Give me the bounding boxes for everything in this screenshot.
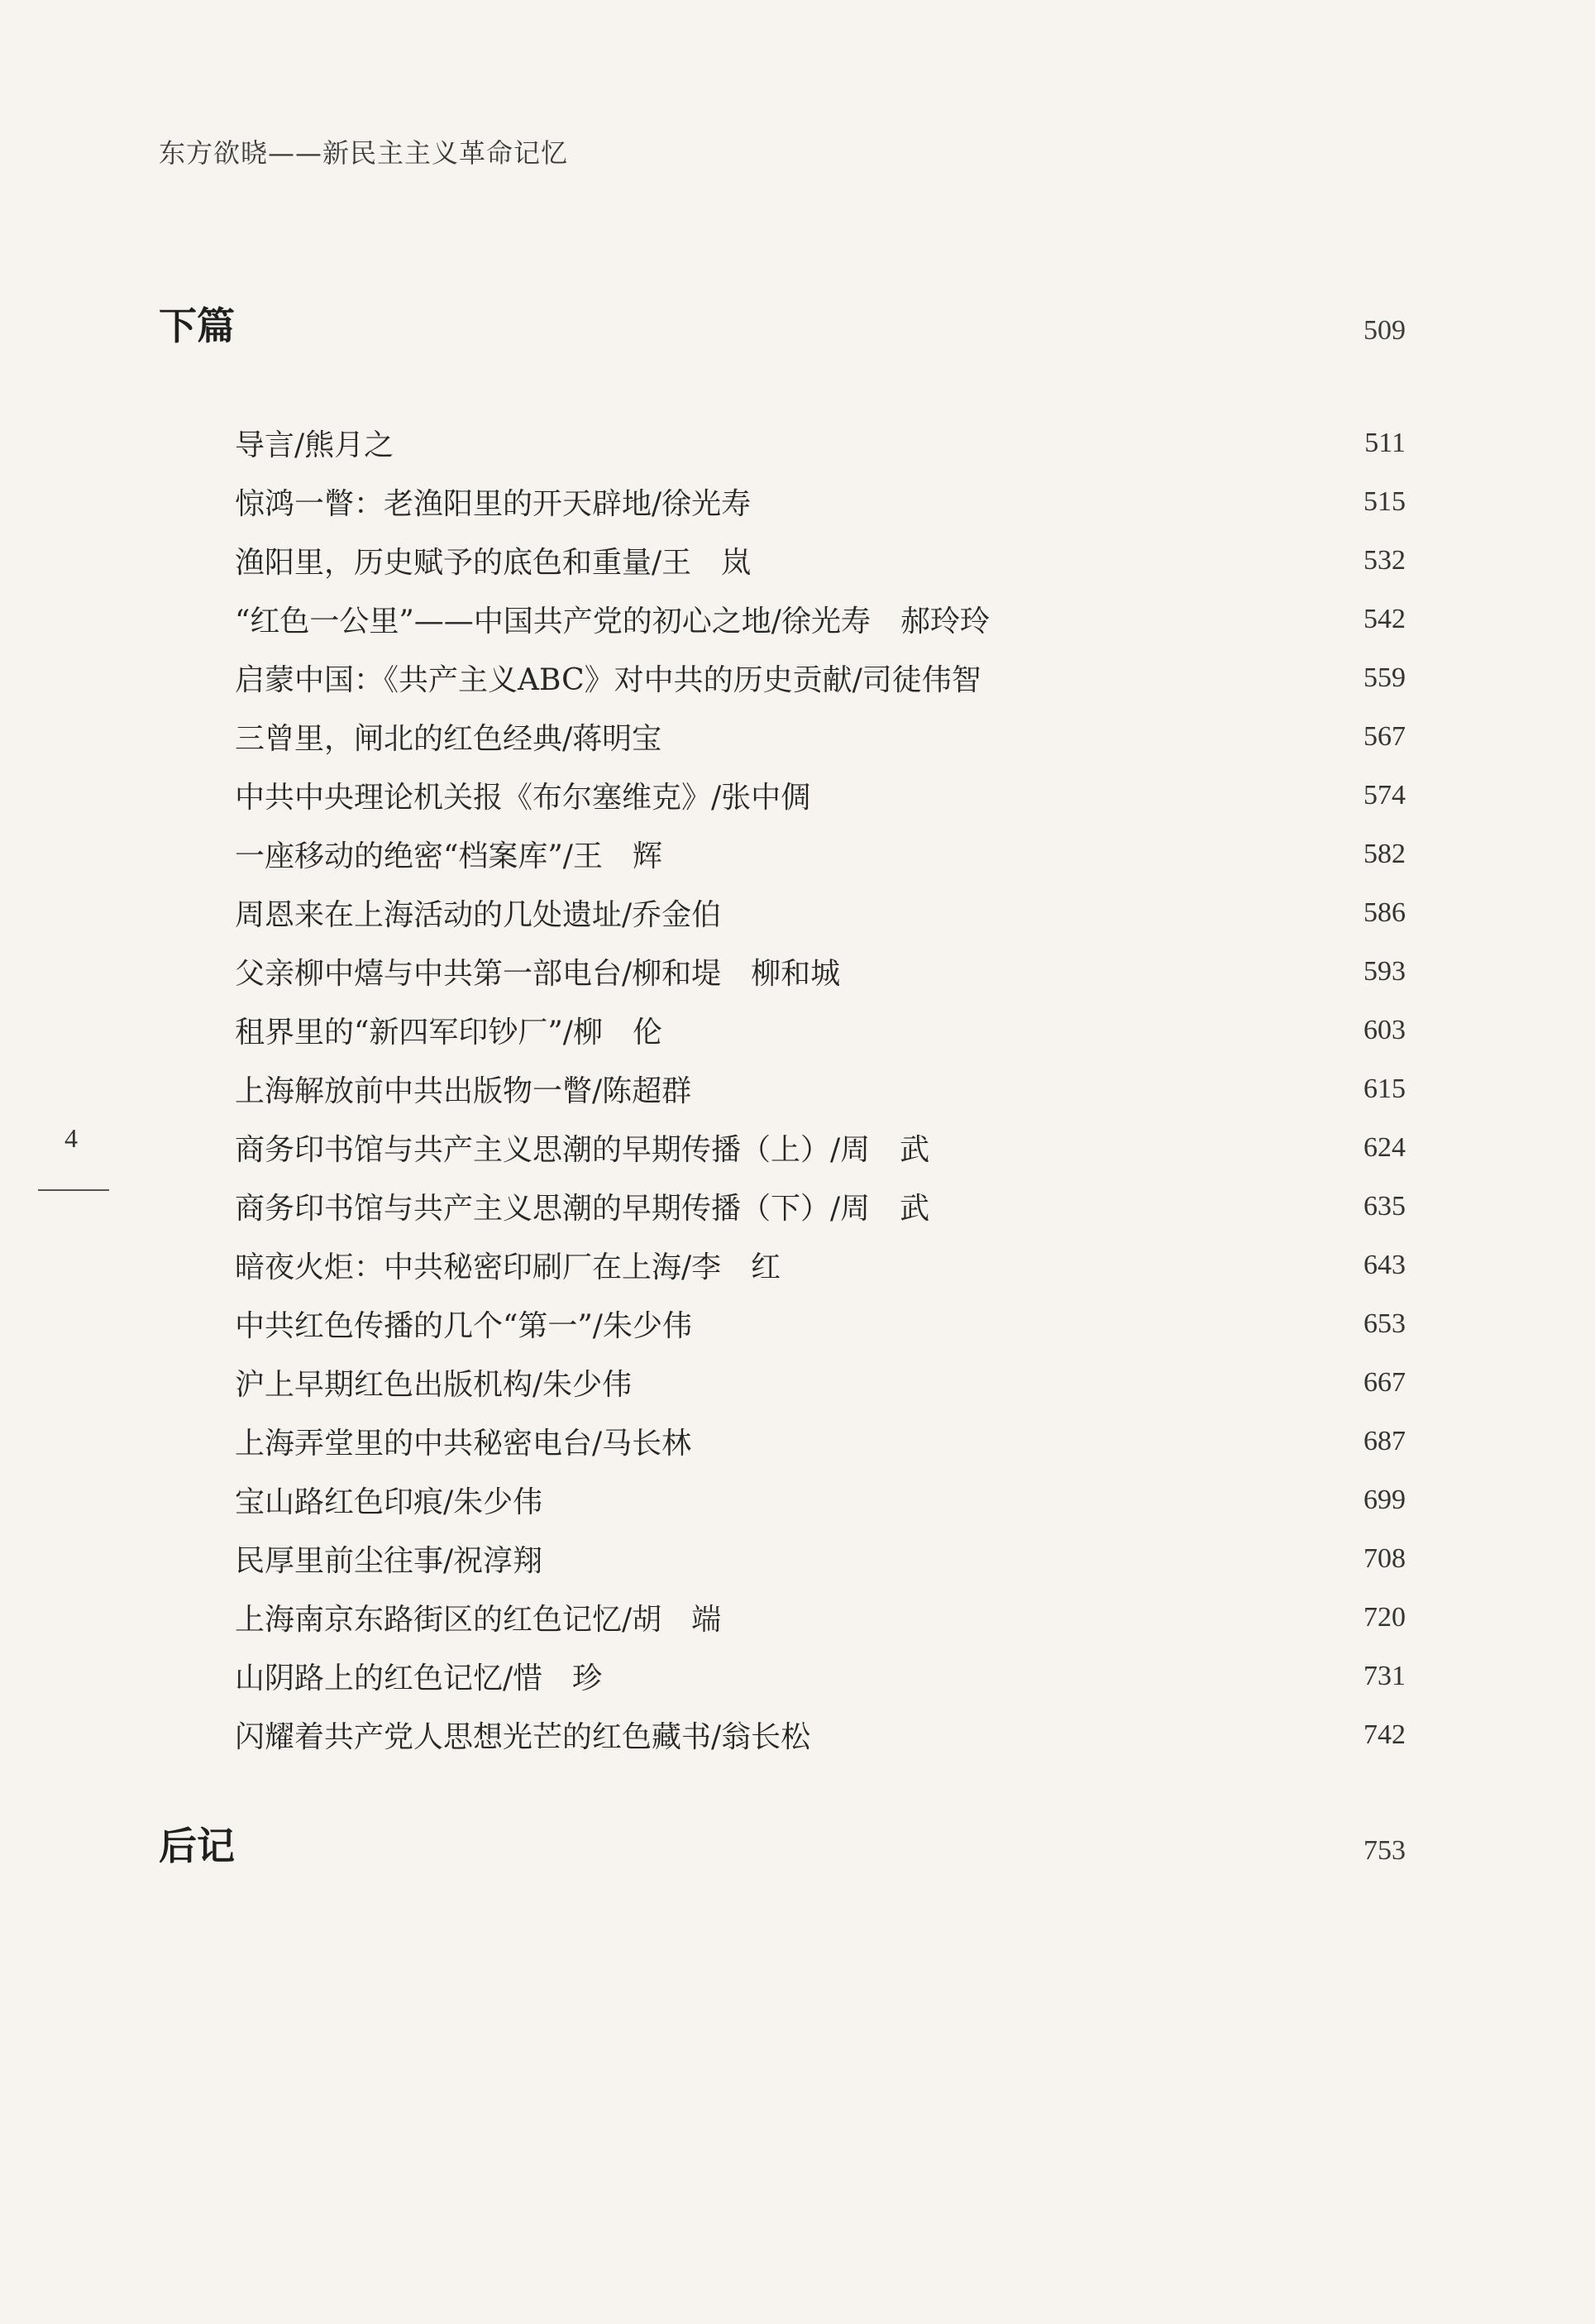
toc-entry xyxy=(235,1059,1406,1118)
toc-entry xyxy=(235,590,1406,648)
toc-entry-page: 687 xyxy=(1363,1425,1406,1456)
toc-entry xyxy=(235,1412,1406,1470)
toc-entry xyxy=(235,766,1406,825)
toc-entry-page: 643 xyxy=(1363,1249,1406,1280)
toc-entry-page: 720 xyxy=(1363,1601,1406,1633)
toc-entry xyxy=(235,1529,1406,1588)
toc-entry-text: 商务印书馆与共产主义思潮的早期传播（下）/周 武 xyxy=(235,1192,930,1226)
toc-entry-page: 567 xyxy=(1363,720,1406,752)
toc-entry-page: 699 xyxy=(1363,1484,1406,1515)
toc-entry xyxy=(235,1177,1406,1236)
toc-entry-text: 民厚里前尘往事/祝淳翔 xyxy=(235,1544,543,1578)
toc-entry-text: 中共红色传播的几个“第一”/朱少伟 xyxy=(235,1309,692,1343)
section-heading-houji xyxy=(159,1816,1406,1871)
toc-entry-page: 624 xyxy=(1363,1131,1406,1163)
toc-entry-text: 沪上早期红色出版机构/朱少伟 xyxy=(235,1368,633,1402)
toc-entry xyxy=(235,883,1406,942)
toc-entry-page: 667 xyxy=(1363,1366,1406,1398)
toc-entry-text: 周恩来在上海活动的几处遗址/乔金伯 xyxy=(235,898,722,932)
toc-entry-text: 上海弄堂里的中共秘密电台/马长林 xyxy=(235,1427,692,1461)
toc-entry-text: 闪耀着共产党人思想光芒的红色藏书/翁长松 xyxy=(235,1720,811,1754)
toc-entry-text: “红色一公里”——中国共产党的初心之地/徐光寿 郝玲玲 xyxy=(235,605,990,638)
toc-entry xyxy=(235,942,1406,1001)
toc-entry xyxy=(235,1236,1406,1294)
toc-entry-page: 582 xyxy=(1363,838,1406,869)
toc-entry-text: 宝山路红色印痕/朱少伟 xyxy=(235,1485,543,1519)
toc-entry-page: 635 xyxy=(1363,1190,1406,1222)
folio-rule xyxy=(38,1189,109,1191)
toc-entry-page: 653 xyxy=(1363,1308,1406,1339)
toc-entry-text: 中共中央理论机关报《布尔塞维克》/张中倜 xyxy=(235,781,811,815)
toc-entry-page: 603 xyxy=(1363,1014,1406,1045)
toc-entry xyxy=(235,648,1406,707)
toc-entry-text: 一座移动的绝密“档案库”/王 辉 xyxy=(235,839,662,873)
toc-entry-text: 渔阳里，历史赋予的底色和重量/王 岚 xyxy=(235,546,752,580)
toc-entry-text: 上海解放前中共出版物一瞥/陈超群 xyxy=(235,1074,692,1108)
toc-entry-text: 启蒙中国：《共产主义ABC》对中共的历史贡献/司徒伟智 xyxy=(235,663,981,697)
toc-entry-page: 559 xyxy=(1363,662,1406,693)
toc-entry-text: 商务印书馆与共产主义思潮的早期传播（上）/周 武 xyxy=(235,1133,930,1167)
toc-entry-text: 三曾里，闸北的红色经典/蒋明宝 xyxy=(235,722,662,756)
toc-entry-page: 532 xyxy=(1363,544,1406,576)
toc-entry-text: 父亲柳中熺与中共第一部电台/柳和堤 柳和城 xyxy=(235,957,841,991)
toc-entry xyxy=(235,707,1406,766)
toc-entry xyxy=(235,1001,1406,1059)
toc-entry xyxy=(235,1588,1406,1647)
section-heading-xiapian xyxy=(159,296,1406,351)
toc-entry-page: 511 xyxy=(1364,427,1406,458)
toc-entry-page: 593 xyxy=(1363,955,1406,987)
toc-entry xyxy=(235,1294,1406,1353)
toc-entry-text: 导言/熊月之 xyxy=(235,428,394,462)
toc-list xyxy=(235,414,1406,1764)
toc-entry xyxy=(235,825,1406,883)
toc-entry-page: 615 xyxy=(1363,1073,1406,1104)
section-title: 后记 xyxy=(159,1824,235,1868)
toc-entry xyxy=(235,414,1406,472)
toc-entry-page: 586 xyxy=(1363,897,1406,928)
toc-entry-text: 租界里的“新四军印钞厂”/柳 伦 xyxy=(235,1016,662,1050)
page-number: 4 xyxy=(64,1123,78,1153)
toc-entry-text: 暗夜火炬：中共秘密印刷厂在上海/李 红 xyxy=(235,1250,781,1284)
section-title: 下篇 xyxy=(159,304,235,348)
toc-entry-page: 574 xyxy=(1363,779,1406,811)
toc-entry-text: 上海南京东路街区的红色记忆/胡 端 xyxy=(235,1603,722,1637)
toc-entry-page: 542 xyxy=(1363,603,1406,634)
toc-entry-page: 731 xyxy=(1363,1660,1406,1691)
running-header: 东方欲晓——新民主主义革命记忆 xyxy=(159,137,569,169)
toc-entry xyxy=(235,531,1406,590)
section-page-number: 753 xyxy=(1363,1835,1406,1866)
toc-entry xyxy=(235,1118,1406,1177)
toc-entry-page: 515 xyxy=(1363,485,1406,517)
toc-entry xyxy=(235,1647,1406,1705)
toc-entry xyxy=(235,1705,1406,1764)
section-page-number: 509 xyxy=(1363,315,1406,346)
toc-entry xyxy=(235,1353,1406,1412)
toc-entry-text: 山阴路上的红色记忆/惜 珍 xyxy=(235,1662,603,1695)
toc-entry xyxy=(235,472,1406,531)
toc-entry-text: 惊鸿一瞥：老渔阳里的开天辟地/徐光寿 xyxy=(235,487,752,521)
toc-entry xyxy=(235,1470,1406,1529)
toc-entry-page: 742 xyxy=(1363,1719,1406,1750)
toc-entry-page: 708 xyxy=(1363,1542,1406,1574)
